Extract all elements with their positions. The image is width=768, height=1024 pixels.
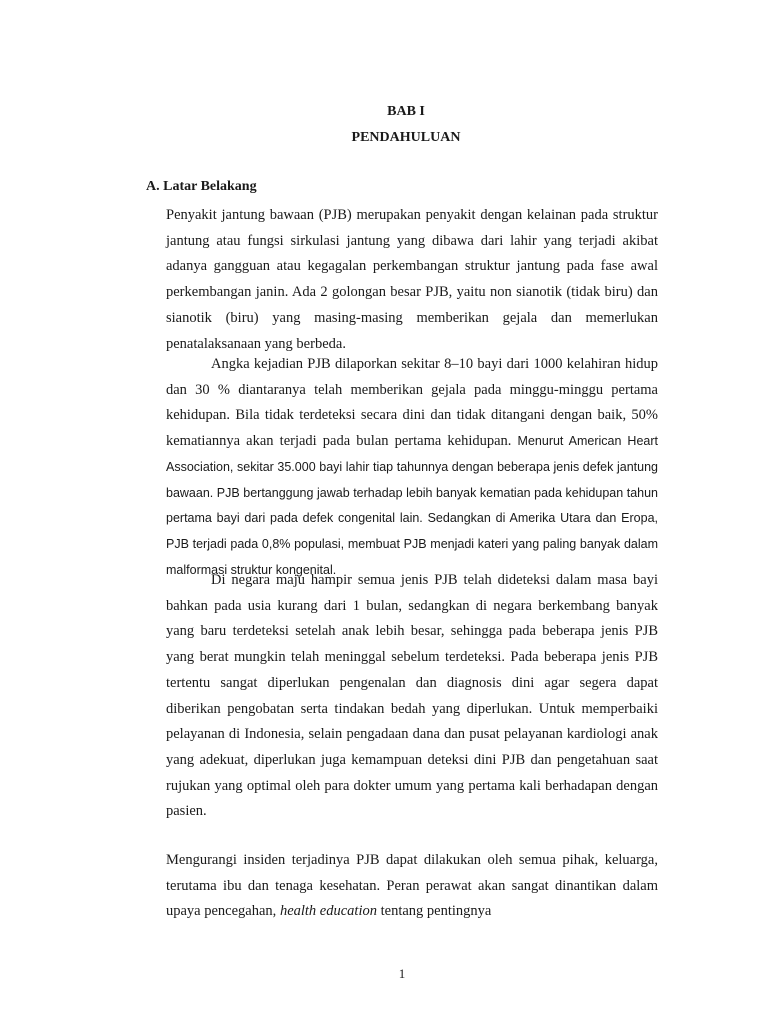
- chapter-title: PENDAHULUAN: [351, 130, 461, 145]
- paragraph-4-italic-term: health education: [279, 903, 377, 920]
- paragraph-2-serif-text: Angka kejadian PJB dilaporkan sekitar 8–10 bayi dari 1000 kelahiran hidup dan 30 % diantaranya telah memberikan gejala pada minggu-minggu pertama kehidupan. Bila tidak terdeteksi secara dini dan tidak ditangani dengan baik, 50% kematiannya akan terjadi pada bulan pertama kehidupan.: [166, 356, 658, 450]
- paragraph-4-end: tentang pentingnya: [380, 903, 492, 920]
- paragraph-2: [166, 352, 658, 583]
- paragraph-4-start: Mengurangi insiden terjadinya PJB dapat dilakukan oleh semua pihak, keluarga, terutama ibu dan tenaga kesehatan. Peran perawat akan sangat dinantikan dalam upaya pencegahan,: [166, 852, 658, 920]
- paragraph-4: [166, 848, 658, 925]
- chapter-number: BAB I: [387, 104, 425, 119]
- paragraph-2-sans-text: Menurut American Heart Association, sekitar 35.000 bayi lahir tiap tahunnya dengan beberapa jenis defek jantung bawaan. PJB bertanggung jawab terhadap lebih banyak kematian pada kehidupan tahun pertama bayi dari pada defek congenital lain. Sedangkan di Amerika Utara dan Eropa, PJB terjadi pada 0,8% populasi, membuat PJB menjadi kateri yang paling banyak dalam malformasi struktur kongenital.: [166, 434, 658, 577]
- page-number: 1: [398, 966, 406, 981]
- paragraph-1: Penyakit jantung bawaan (PJB) merupakan penyakit dengan kelainan pada struktur jantung atau fungsi sirkulasi jantung yang dibawa dari lahir yang terjadi akibat adanya gangguan atau kegagalan perkembangan struktur jantung pada fase awal perkembangan janin. Ada 2 golongan besar PJB, yaitu non sianotik (tidak biru) dan sianotik (biru) yang masing-masing memberikan gejala dan memerlukan penatalaksanaan yang berbeda.: [166, 207, 658, 352]
- paragraph-3: Di negara maju hampir semua jenis PJB telah dideteksi dalam masa bayi bahkan pada usia kurang dari 1 bulan, sedangkan di negara berkembang banyak yang baru terdeteksi setelah anak lebih besar, sehingga pada beberapa jenis PJB yang berat mungkin telah meninggal sebelum terdeteksi. Pada beberapa jenis PJB tertentu sangat diperlukan pengenalan dan diagnosis dini agar segera dapat diberikan pengobatan serta tindakan bedah yang diperlukan. Untuk memperbaiki pelayanan di Indonesia, selain pengadaan dana dan pusat pelayanan kardiologi anak yang adekuat, diperlukan juga kemampuan deteksi dini PJB dan pengetahuan saat rujukan yang optimal oleh para dokter umum yang pertama kali berhadapan dengan pasien.: [166, 572, 658, 820]
- section-heading: A. Latar Belakang: [146, 179, 257, 194]
